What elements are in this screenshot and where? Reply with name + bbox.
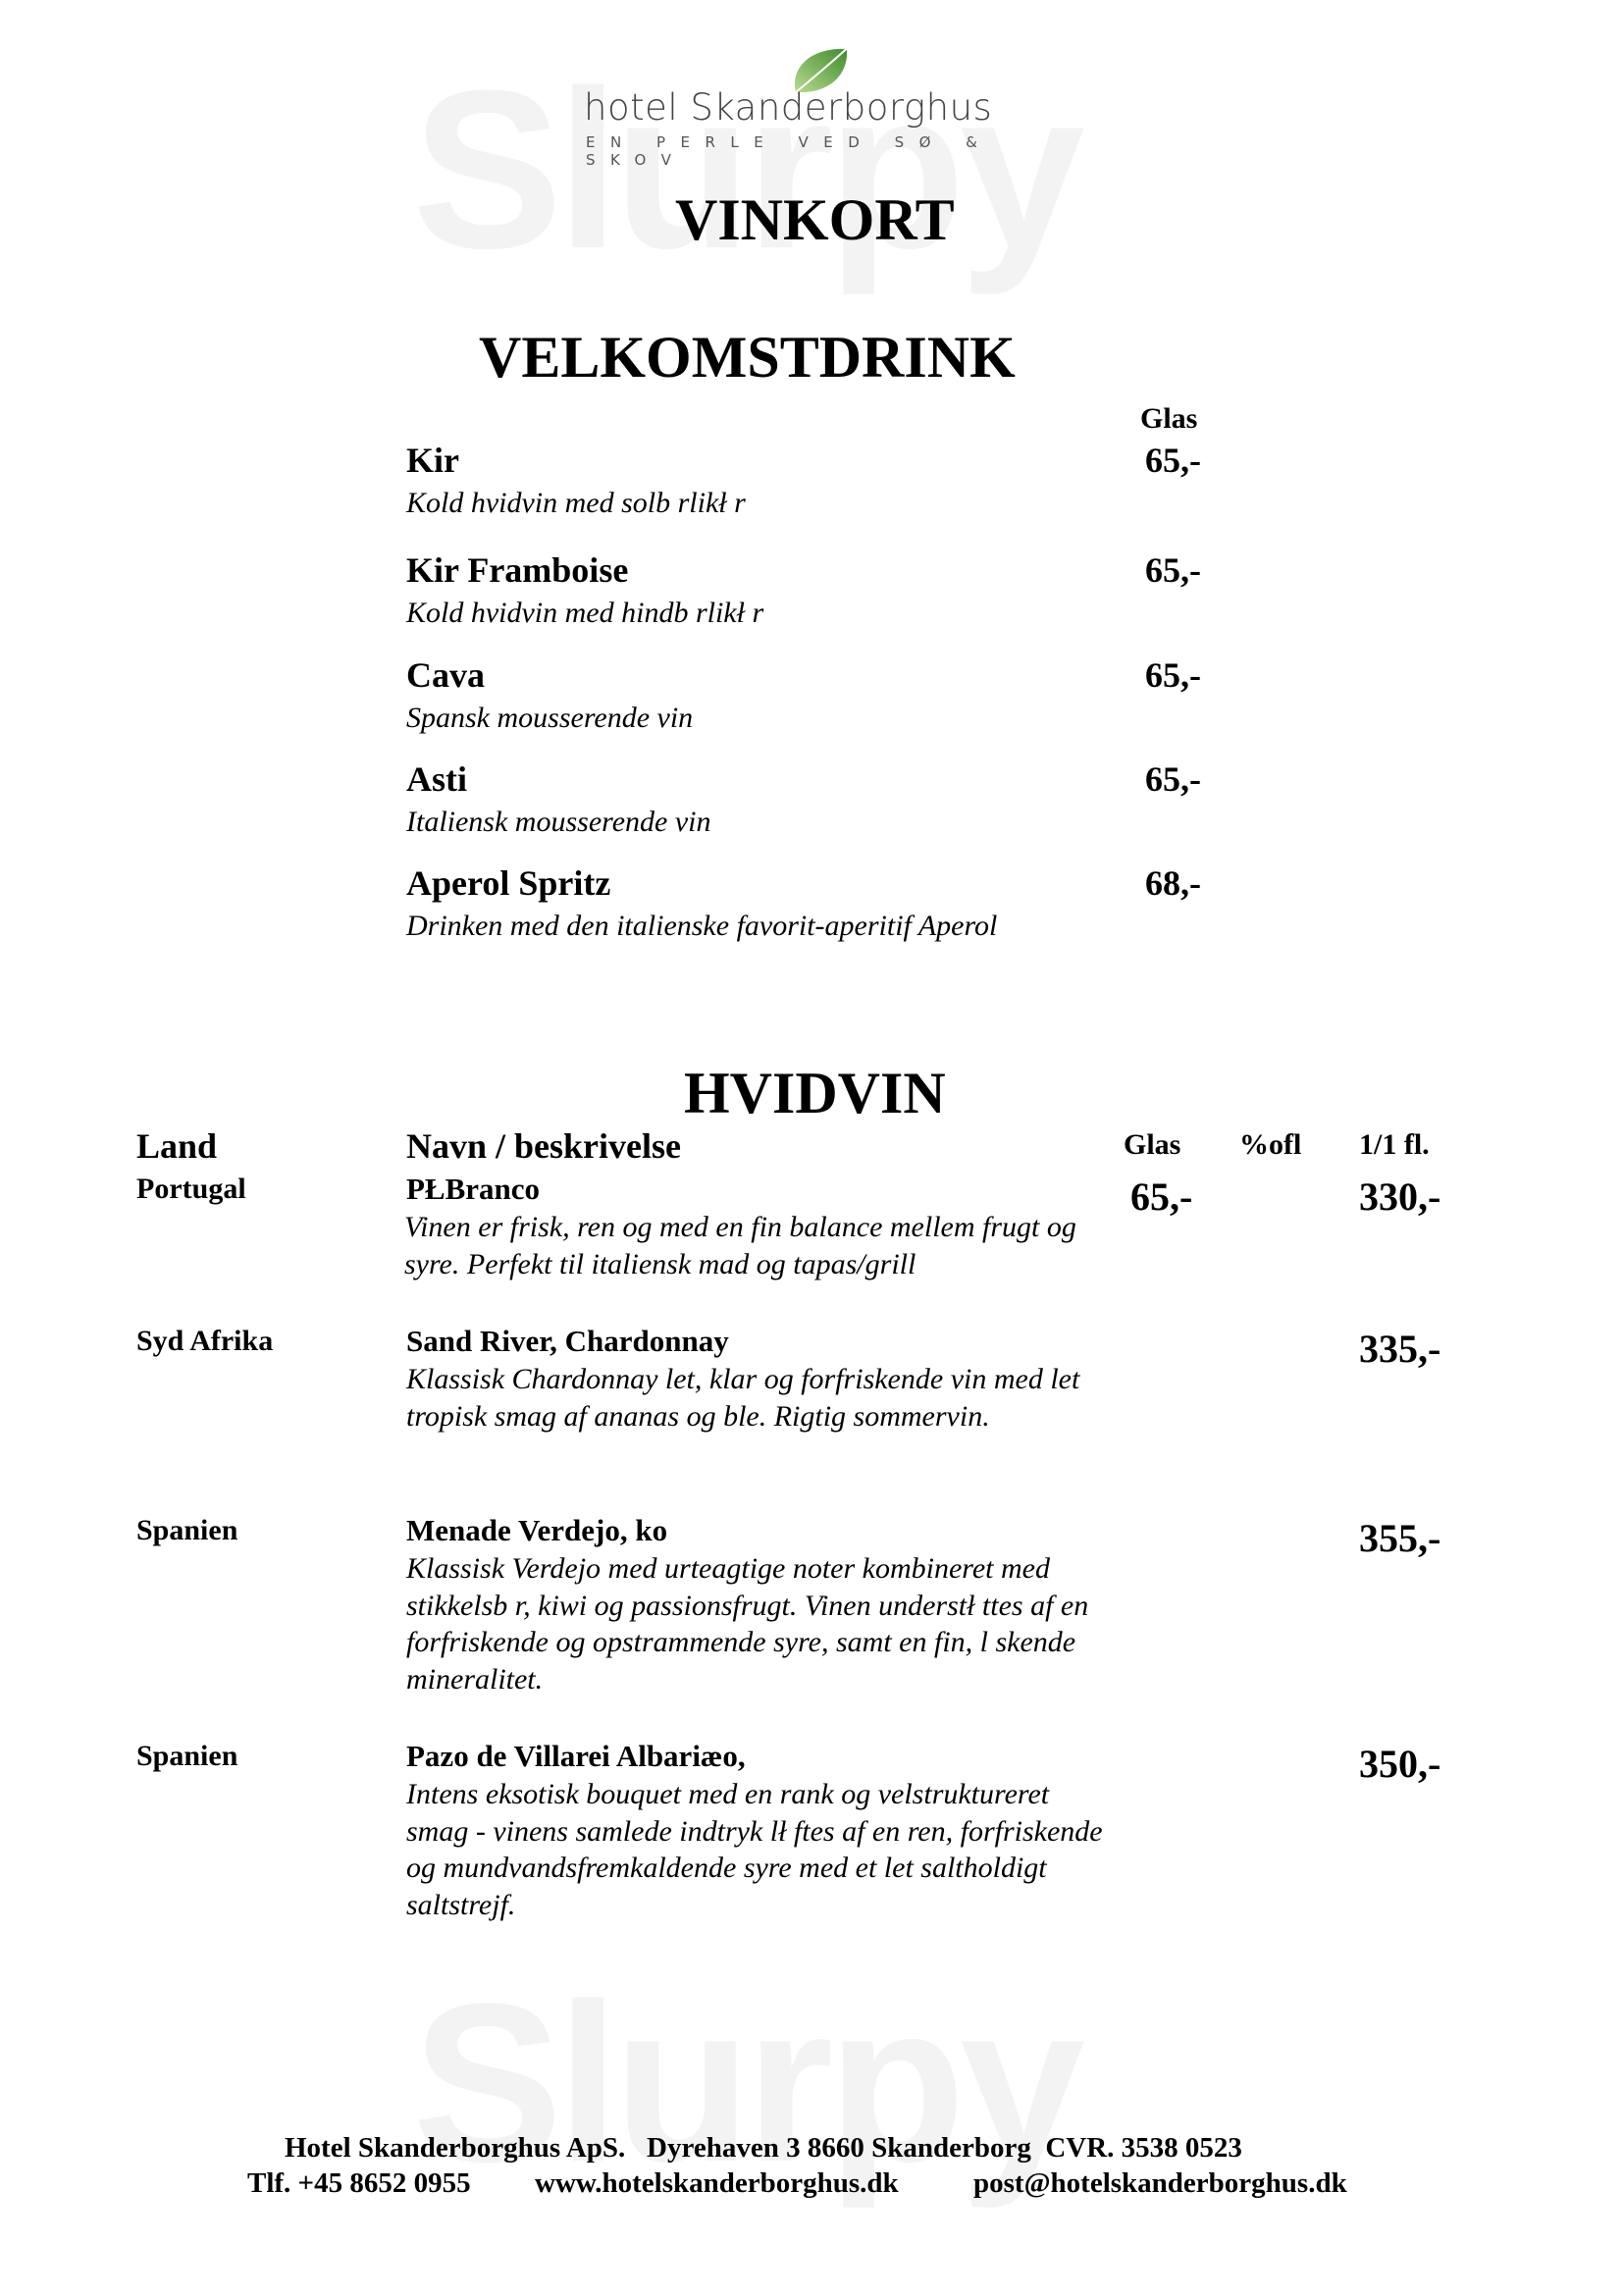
glas-column-header: Glas [1124,1128,1181,1161]
footer-email-link[interactable]: post@hotelskanderborghus.dk [973,2167,1347,2199]
drink-description: Italiensk mousserende vin [406,806,711,838]
drink-name: Asti [406,759,467,799]
hotel-logo [584,39,1055,169]
wine-description: Klassisk Verdejo med urteagtige noter kombineret med stikkelsb r, kiwi og passionsfrugt. Vinen understł ttes af en forfriskende og opstrammende syre, samt en fin, l skende mineralitet. [406,1552,1089,1696]
drink-description: Kold hvidvin med hindb rlikł r [406,597,764,629]
wine-country: Spanien [136,1740,238,1772]
footer-company-info: Hotel Skanderborghus ApS. Dyrehaven 3 8660 Skanderborg CVR. 3538 0523 [285,2132,1242,2164]
logo-name: hotel Skanderborghus [584,86,993,129]
wine-bottle-price: 350,- [1359,1742,1441,1786]
drink-name: Kir [406,441,459,480]
wine-description: Klassisk Chardonnay let, klar og forfriskende vin med let tropisk smag af ananas og ble. Rigtig sommervin. [406,1363,1080,1433]
logo-tagline: EN PERLE VED SØ & SKOV [586,133,993,169]
wine-bottle-price: 335,- [1359,1327,1441,1371]
wine-bottle-price: 355,- [1359,1516,1441,1560]
drink-description: Spansk mousserende vin [406,702,694,734]
wine-glass-price: 65,- [1130,1174,1193,1219]
page-title: VINKORT [675,187,955,252]
drink-price: 65,- [1145,759,1201,799]
wine-description: Vinen er frisk, ren og med en fin balance mellem frugt og syre. Perfekt til italiensk mad og tapas/grill [404,1211,1076,1280]
navn-column-header: Navn / beskrivelse [406,1126,682,1166]
wine-name: Sand River, Chardonnay [406,1324,729,1358]
drink-description: Drinken med den italienske favorit-aperitif Aperol [406,910,998,942]
land-column-header: Land [136,1126,218,1166]
wine-bottle-price: 330,- [1359,1174,1441,1219]
wine-name: Pazo de Villarei Albariæo, [406,1739,746,1773]
drink-description: Kold hvidvin med solb rlikł r [406,487,746,519]
drink-name: Cava [406,655,485,695]
wine-name: PŁBranco [406,1172,541,1206]
glas-column-header: Glas [1140,402,1198,435]
wine-country: Spanien [136,1514,238,1546]
wine-description: Intens eksotisk bouquet med en rank og velstruktureret smag - vinens samlede indtryk lł ftes af en ren, forfriskende og mundvandsfremkaldende syre med et let saltholdigt saltstrejf. [406,1778,1103,1921]
section-heading-velkomstdrink: VELKOMSTDRINK [479,325,1016,390]
section-heading-hvidvin: HVIDVIN [684,1061,946,1125]
drink-name: Aperol Spritz [406,863,611,903]
wine-country: Syd Afrika [136,1325,274,1357]
drink-price: 65,- [1145,655,1201,695]
wine-country: Portugal [136,1173,246,1205]
footer-phone: Tlf. +45 8652 0955 [247,2167,471,2199]
half-bottle-column-header: %ofl [1239,1128,1302,1161]
drink-price: 65,- [1145,550,1201,590]
drink-price: 68,- [1145,863,1201,903]
drink-name: Kir Framboise [406,550,629,590]
wine-name: Menade Verdejo, ko [406,1513,668,1547]
full-bottle-column-header: 1/1 fl. [1359,1128,1430,1161]
footer-website-link[interactable]: www.hotelskanderborghus.dk [535,2167,899,2199]
drink-price: 65,- [1145,441,1201,480]
